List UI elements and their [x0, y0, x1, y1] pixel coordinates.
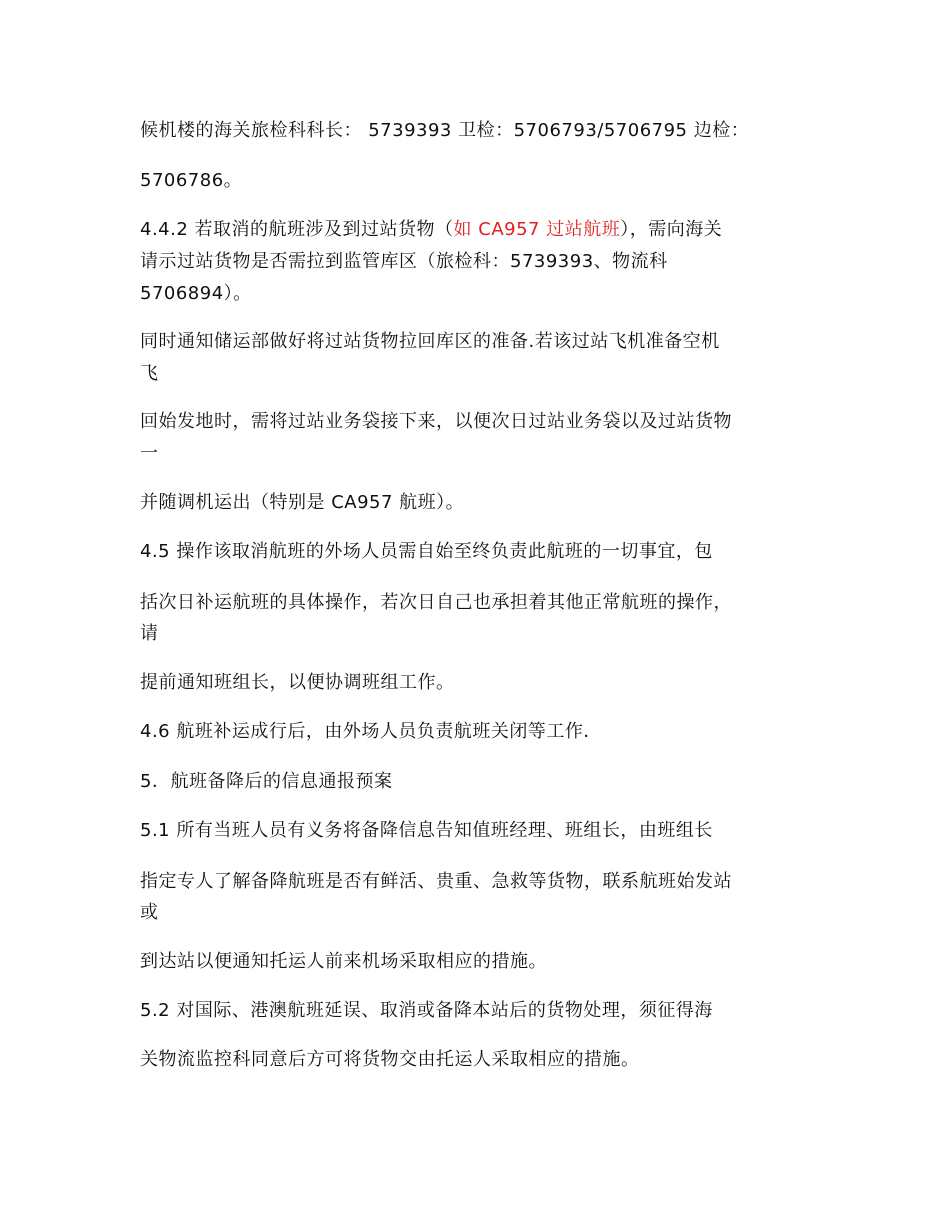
text-line: 5.1 所有当班人员有义务将备降信息告知值班经理、班组长，由班组长 — [140, 820, 713, 841]
highlighted-flight-text: 如 CA957 过站航班 — [453, 219, 621, 240]
text-line: 提前通知班组长，以便协调班组工作。 — [140, 672, 455, 693]
text-line: 4.5 操作该取消航班的外场人员需自始至终负责此航班的一切事宜，包 — [140, 541, 713, 562]
text-line: 并随调机运出（特别是 CA957 航班）。 — [140, 492, 465, 513]
text-line: 指定专人了解备降航班是否有鲜活、贵重、急救等货物，联系航班始发站 — [140, 871, 732, 892]
text-line: 5706894）。 — [140, 283, 252, 304]
text-line: 关物流监控科同意后方可将货物交由托运人采取相应的措施。 — [140, 1049, 640, 1070]
text-line: 括次日补运航班的具体操作，若次日自己也承担着其他正常航班的操作， — [140, 592, 732, 613]
text-line: 一 — [140, 443, 159, 464]
text-line — [140, 219, 830, 241]
text-line: 同时通知储运部做好将过站货物拉回库区的准备.若该过站飞机准备空机 — [140, 331, 720, 352]
text-segment: 4.4.2 若取消的航班涉及到过站货物（ — [140, 219, 454, 240]
text-line: 或 — [140, 902, 159, 923]
text-line: 到达站以便通知托运人前来机场采取相应的措施。 — [140, 951, 547, 972]
text-line: 请 — [140, 623, 159, 644]
text-line: 5．航班备降后的信息通报预案 — [140, 771, 393, 792]
text-line: 飞 — [140, 363, 159, 384]
text-line: 4.6 航班补运成行后，由外场人员负责航班关闭等工作． — [140, 721, 602, 742]
text-line: 候机楼的海关旅检科科长： 5739393 卫检：5706793/5706795 边检： — [140, 120, 750, 141]
text-segment: ），需向海关 — [620, 219, 723, 240]
text-line: 回始发地时，需将过站业务袋接下来，以便次日过站业务袋以及过站货物 — [140, 411, 732, 432]
text-line: 请示过站货物是否需拉到监管库区（旅检科：5739393、物流科 — [140, 251, 668, 272]
text-line: 5706786。 — [140, 170, 243, 191]
text-line: 5.2 对国际、港澳航班延误、取消或备降本站后的货物处理，须征得海 — [140, 1000, 713, 1021]
